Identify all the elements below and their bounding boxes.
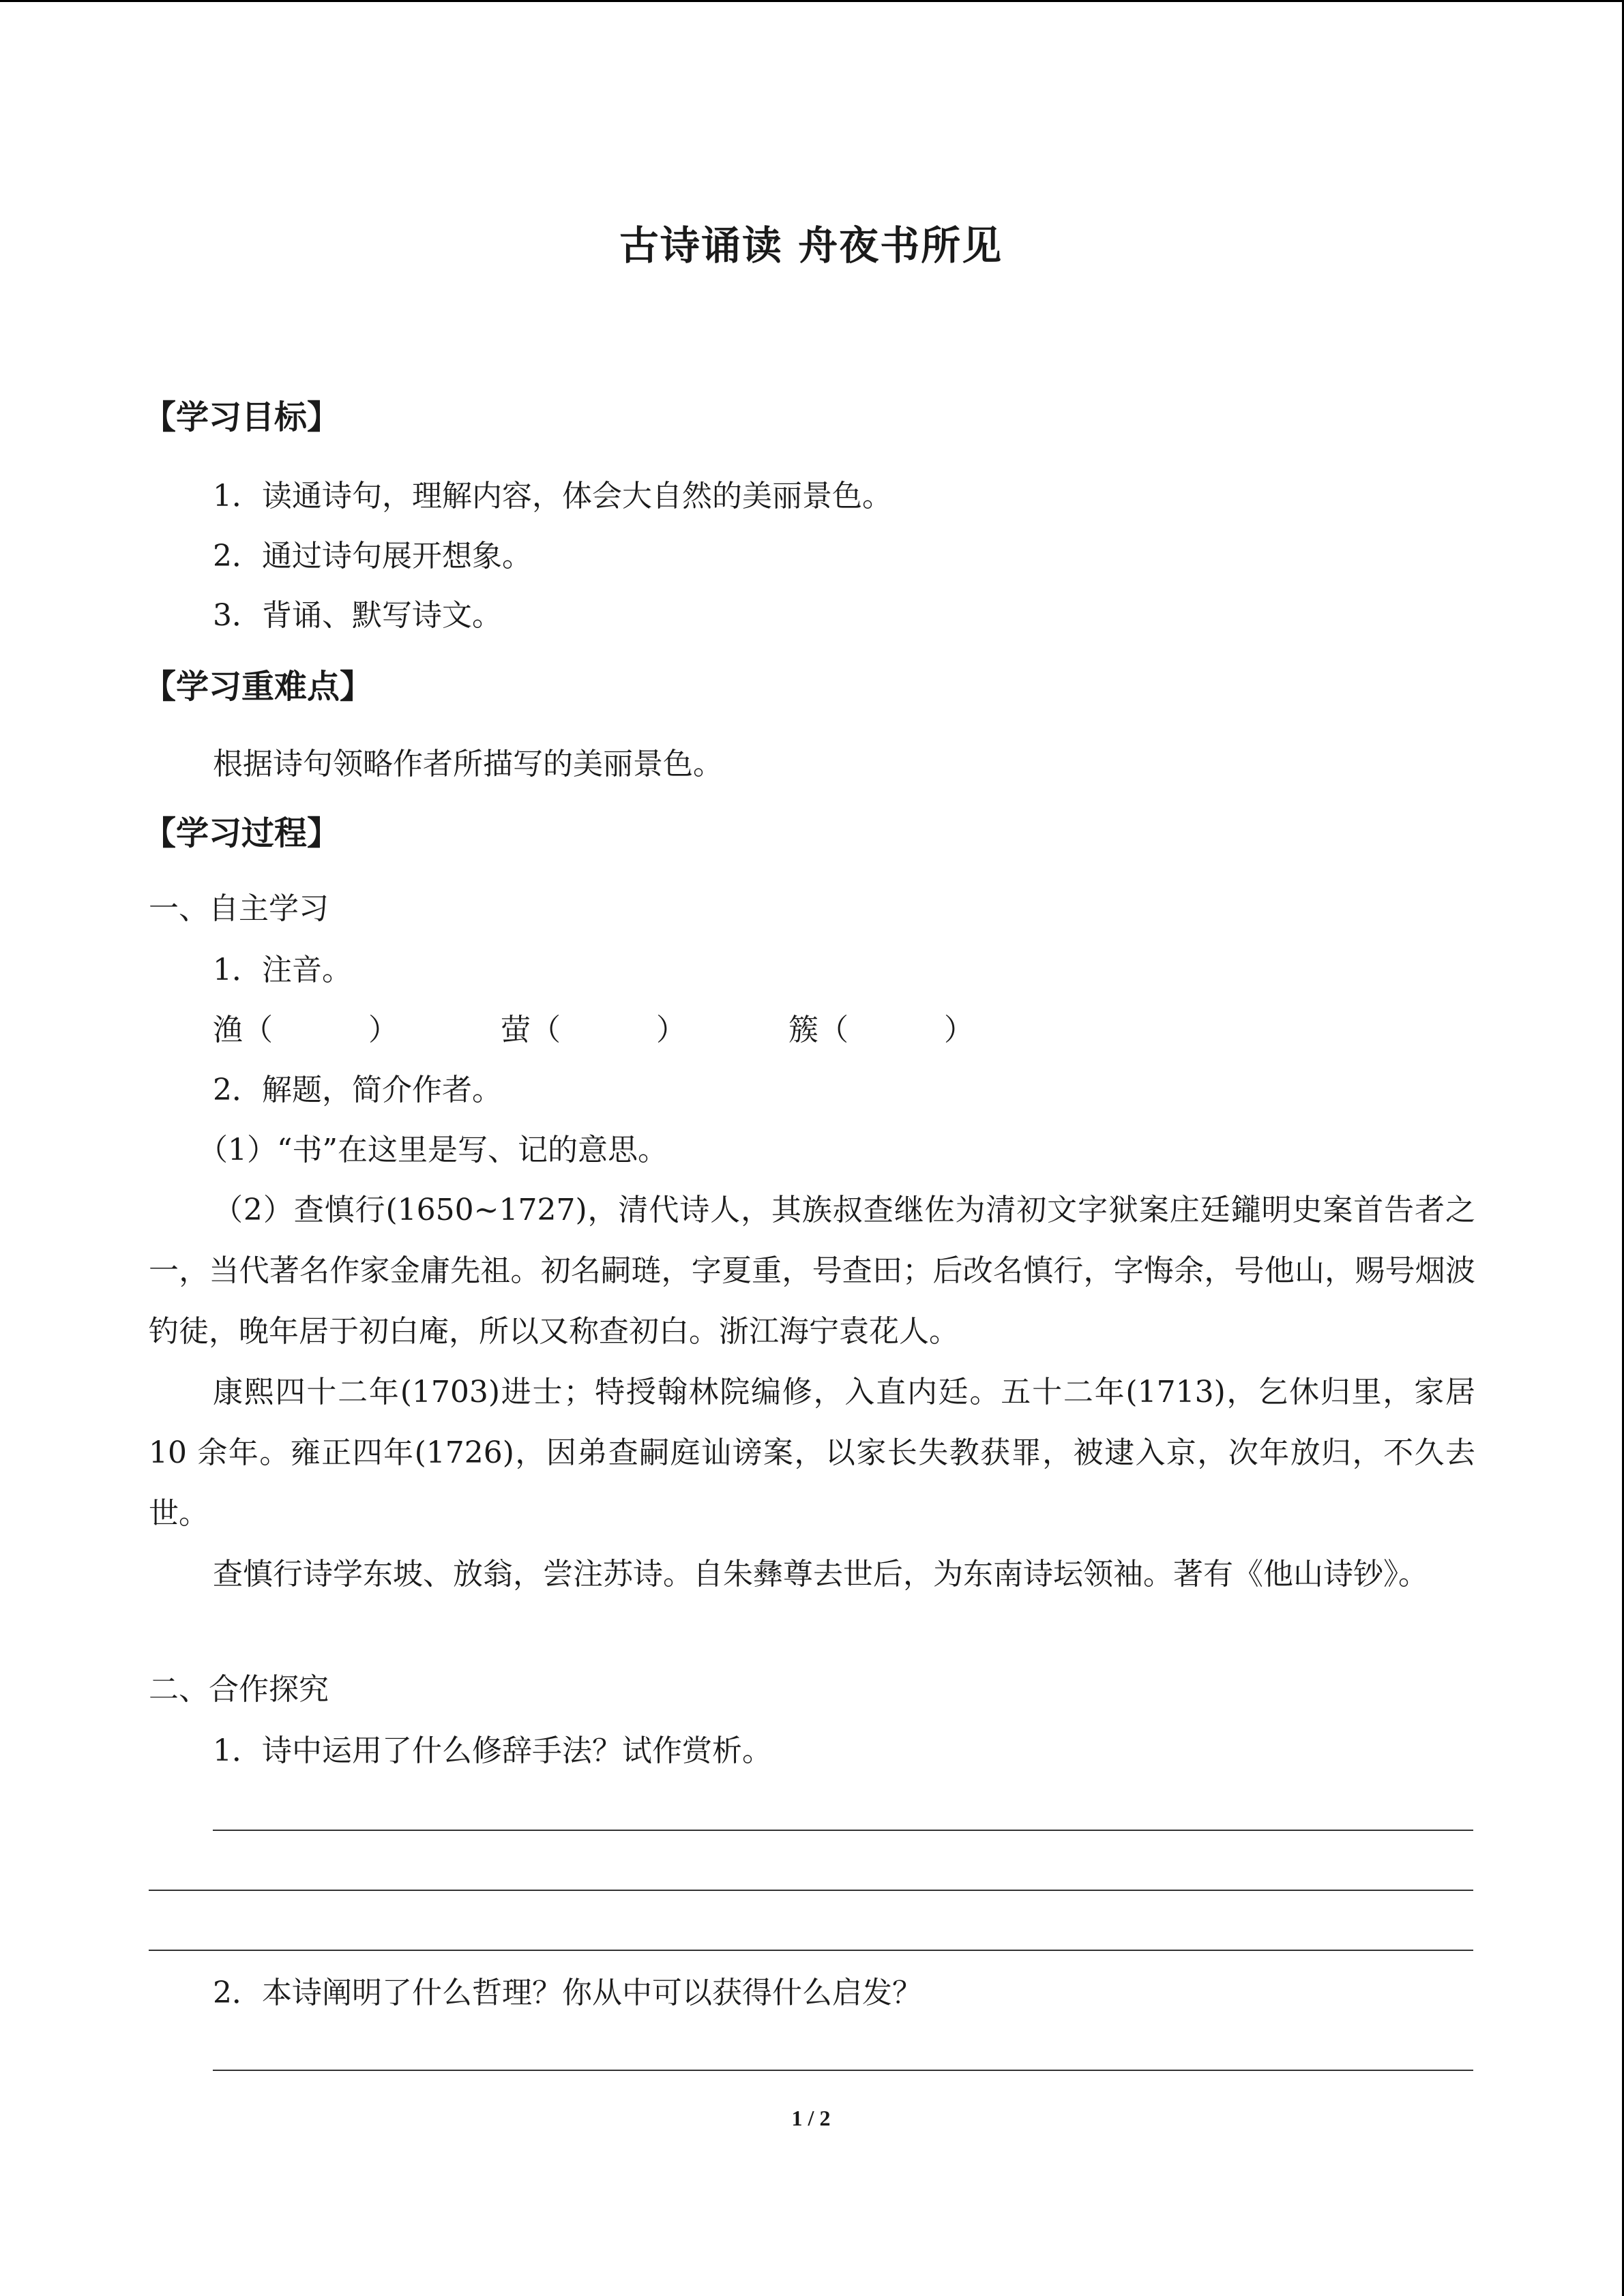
- author-bio-2: 康熙四十二年(1703)进士；特授翰林院编修，入直内廷。五十二年(1713)，乞休归里，家居 10 余年。雍正四年(1726)，因弟查嗣庭讪谤案，以家长失教获罪，被逮入京，次年放归，不久去世。: [149, 1375, 1475, 1531]
- note-1: （1）“书”在这里是写、记的意思。: [198, 1133, 668, 1167]
- goal-item-3: 3．背诵、默写诗文。: [213, 598, 502, 633]
- author-bio-1: （2）查慎行(1650~1727)，清代诗人，其族叔查继佐为清初文字狱案庄廷鑨明史案首告者之一，当代著名作家金庸先祖。初名嗣琏，字夏重，号查田；后改名慎行，字悔余，号他山，赐号烟波钓徒，晚年居于初白庵，所以又称查初白。浙江海宁袁花人。: [149, 1193, 1475, 1349]
- answer-line-2[interactable]: [149, 1890, 1473, 1891]
- part2-question-2: 2．本诗阐明了什么哲理？你从中可以获得什么启发？: [213, 1976, 922, 2010]
- pinyin-close-2: ）: [656, 1013, 686, 1047]
- part2-title: 二、合作探究: [149, 1672, 329, 1707]
- part1-question-1: 1．注音。: [213, 953, 352, 987]
- pinyin-char-3: 簇（: [788, 1013, 848, 1047]
- author-bio-3: 查慎行诗学东坡、放翁，尝注苏诗。自朱彝尊去世后，为东南诗坛领袖。著有《他山诗钞》。: [213, 1557, 1428, 1592]
- pinyin-char-1: 渔（: [213, 1013, 273, 1047]
- part1-question-2: 2．解题，简介作者。: [213, 1073, 502, 1107]
- keypoints-text: 根据诗句领略作者所描写的美丽景色。: [213, 747, 723, 781]
- pinyin-row: [213, 1010, 974, 1051]
- keypoints-heading: 【学习重难点】: [143, 668, 373, 706]
- page-number: 1 / 2: [791, 2106, 831, 2130]
- goal-item-1: 1．读通诗句，理解内容，体会大自然的美丽景色。: [213, 479, 892, 513]
- part1-title: 一、自主学习: [149, 891, 329, 926]
- pinyin-close-1: ）: [368, 1013, 398, 1047]
- answer-line-3[interactable]: [149, 1950, 1473, 1951]
- answer-line-1[interactable]: [213, 1830, 1473, 1831]
- answer-line-4[interactable]: [213, 2070, 1473, 2071]
- goals-heading: 【学习目标】: [143, 398, 340, 436]
- pinyin-char-2: 萤（: [501, 1013, 561, 1047]
- pinyin-close-3: ）: [944, 1013, 974, 1047]
- process-heading: 【学习过程】: [143, 814, 340, 852]
- part2-question-1: 1．诗中运用了什么修辞手法？试作赏析。: [213, 1733, 772, 1768]
- goal-item-2: 2．通过诗句展开想象。: [213, 539, 532, 573]
- page-title: 古诗诵读 舟夜书所见: [619, 222, 1003, 269]
